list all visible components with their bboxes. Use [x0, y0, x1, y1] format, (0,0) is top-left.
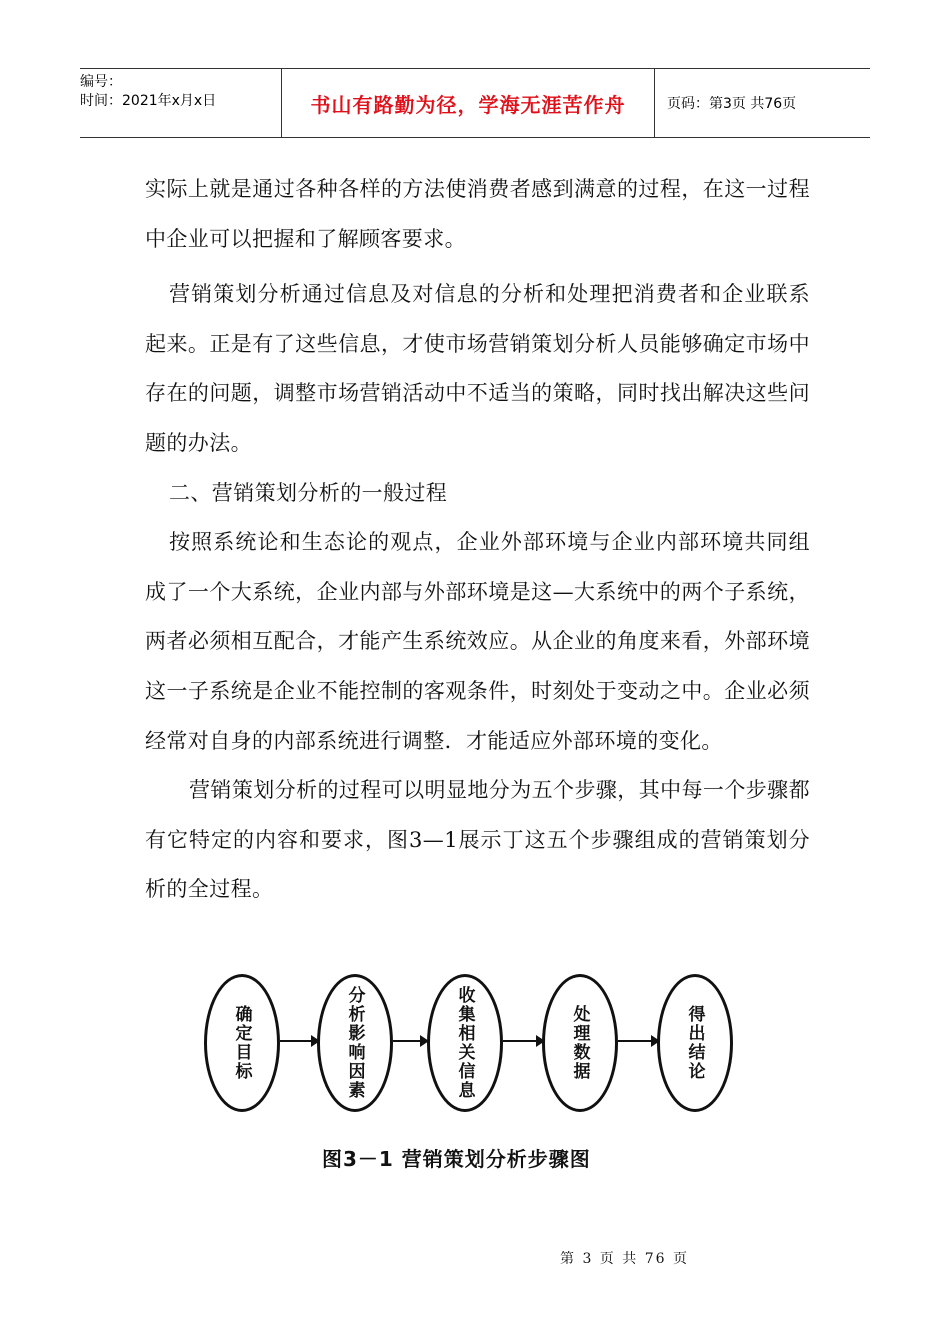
arrow-2	[393, 1040, 423, 1042]
document-body	[145, 165, 810, 915]
header-meta	[80, 69, 282, 137]
step-label-5: 得出结论	[684, 1005, 705, 1081]
process-flow-diagram	[200, 968, 745, 1118]
page-footer: 第 3 页 共 76 页	[560, 1251, 689, 1267]
step-label-3: 收集相关信息	[454, 986, 475, 1100]
paragraph-4: 营销策划分析的过程可以明显地分为五个步骤，其中每一个步骤都有它特定的内容和要求，图3—1展示丁这五个步骤组成的营销策划分析的全过程。	[145, 778, 810, 902]
arrow-1	[280, 1040, 314, 1042]
step-label-4: 处理数据	[569, 1005, 590, 1081]
header-page-info: 页码：第3页 共76页	[667, 96, 797, 112]
number-label: 编号：	[80, 74, 122, 90]
arrow-4	[618, 1040, 654, 1042]
section-heading: 二、营销策划分析的一般过程	[169, 480, 448, 505]
figure-caption: 图3－1 营销策划分析步骤图	[322, 1147, 591, 1171]
arrow-3	[503, 1040, 539, 1042]
page-header	[80, 68, 870, 138]
paragraph-2: 营销策划分析通过信息及对信息的分析和处理把消费者和企业联系起来。正是有了这些信息，才使市场营销策划分析人员能够确定市场中存在的问题，调整市场营销活动中不适当的策略，同时找出解决这些问题的办法。	[145, 282, 810, 455]
step-label-1: 确定目标	[231, 1005, 252, 1081]
paragraph-3: 按照系统论和生态论的观点，企业外部环境与企业内部环境共同组成了一个大系统，企业内部与外部环境是这—大系统中的两个子系统，两者必须相互配合，才能产生系统效应。从企业的角度来看，外部环境这一子系统是企业不能控制的客观条件，时刻处于变动之中。企业必须经常对自身的内部系统进行调整．才能适应外部环境的变化。	[145, 530, 810, 753]
date-label: 时间：2021年x月x日	[80, 93, 217, 109]
paragraph-1: 实际上就是通过各种各样的方法使消费者感到满意的过程，在这一过程中企业可以把握和了解顾客要求。	[145, 177, 810, 251]
step-label-2: 分析影响因素	[344, 986, 365, 1100]
header-motto: 书山有路勤为径，学海无涯苦作舟	[282, 69, 655, 137]
